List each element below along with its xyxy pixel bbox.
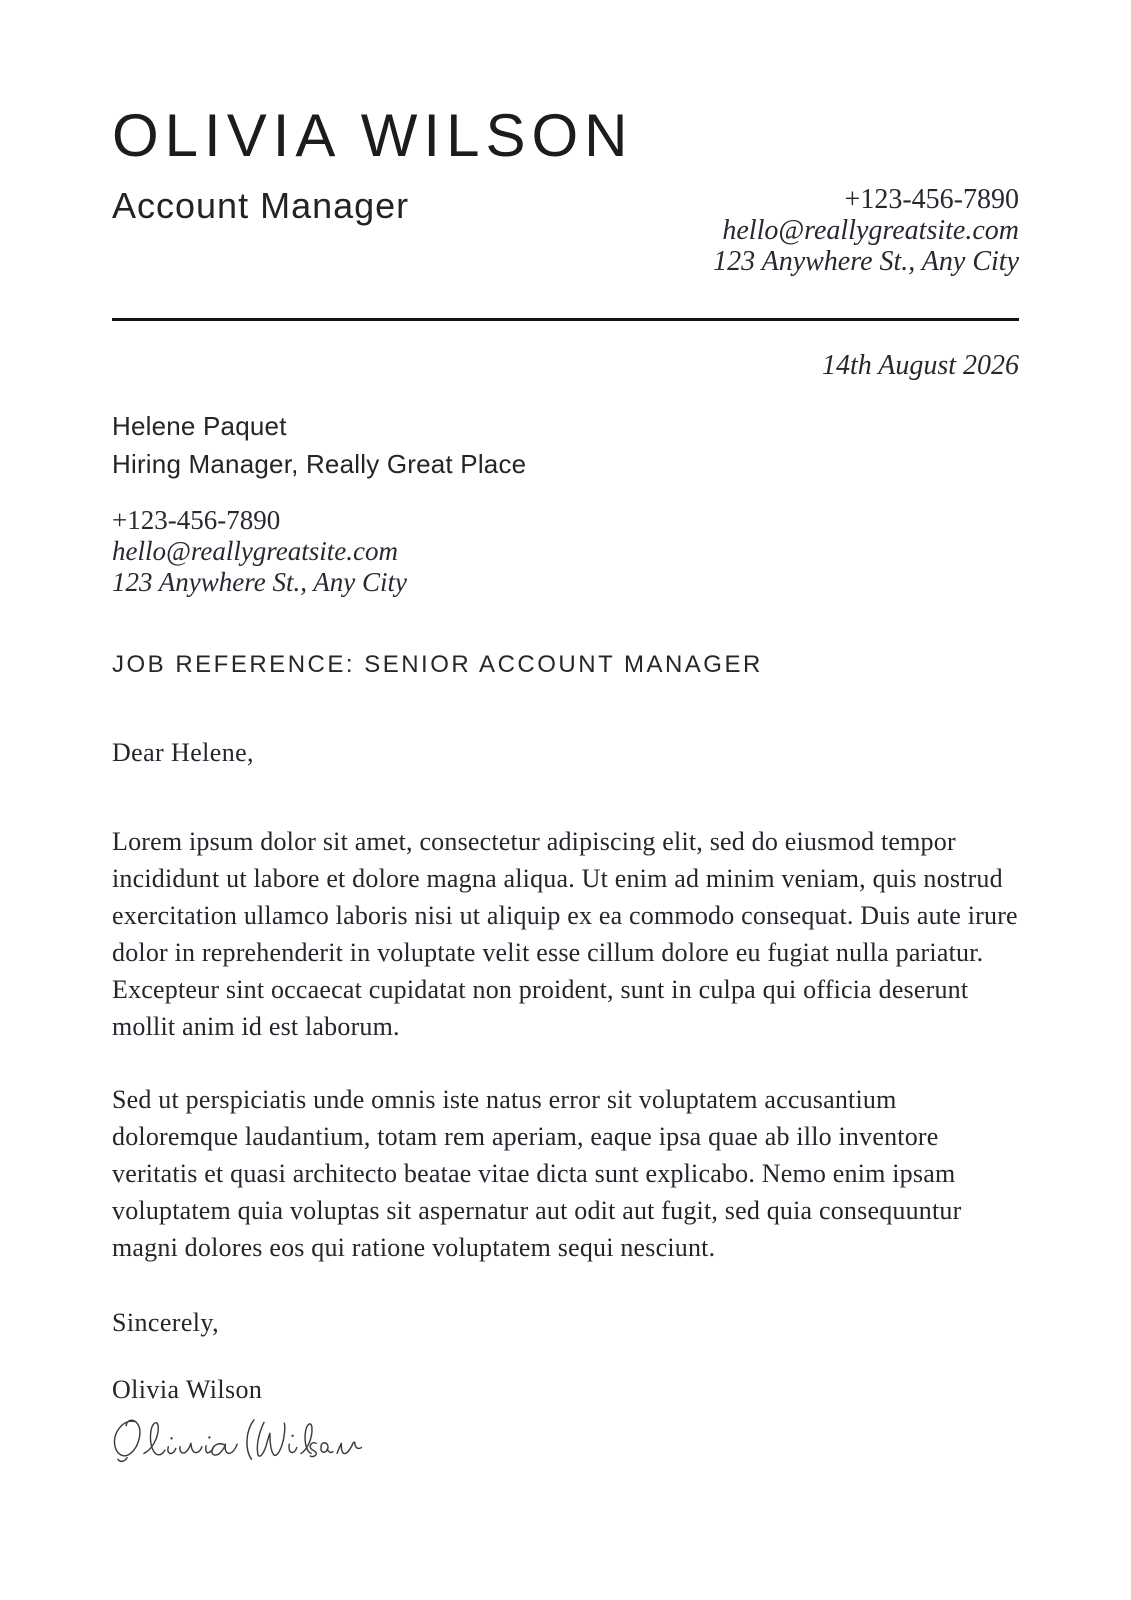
signature-svg (112, 1414, 364, 1466)
letter-header (112, 102, 1019, 277)
signer-name: Olivia Wilson (112, 1374, 263, 1404)
sender-address: 123 Anywhere St., Any City (713, 246, 1019, 277)
letter-date: 14th August 2026 (821, 349, 1019, 381)
salutation: Dear Helene, (112, 737, 254, 767)
body-paragraph-1: Lorem ipsum dolor sit amet, consectetur adipiscing elit, sed do eiusmod tempor incididunt ut labore et dolore magna aliqua. Ut enim ad minim veniam, quis nostrud exercitation ullamco laboris nisi ut aliquip ex ea commodo consequat. Duis aute irure dolor in reprehenderit in voluptate velit esse cillum dolore eu fugiat nulla pariatur. Excepteur sint occaecat cupidatat non proident, sunt in culpa qui officia deserunt mollit anim id est laborum. (112, 826, 1018, 1041)
recipient-role: Hiring Manager, Really Great Place (112, 448, 527, 479)
subject-line: JOB REFERENCE: SENIOR ACCOUNT MANAGER (112, 650, 763, 678)
recipient-phone: +123-456-7890 (112, 504, 281, 535)
signature-image (112, 1414, 364, 1466)
recipient-contact-block (112, 505, 1019, 598)
body-paragraph-2: Sed ut perspiciatis unde omnis iste natus error sit voluptatem accusantium doloremque laudantium, totam rem aperiam, eaque ipsa quae ab illo inventore veritatis et quasi architecto beatae vitae dicta sunt explicabo. Nemo enim ipsam voluptatem quia voluptas sit aspernatur aut odit aut fugit, sed quia consequuntur magni dolores eos qui ratione voluptatem sequi nesciunt. (112, 1084, 962, 1262)
sender-contact-block (713, 184, 1019, 277)
recipient-email: hello@reallygreatsite.com (112, 535, 399, 566)
sender-job-title: Account Manager (112, 185, 410, 226)
sender-email: hello@reallygreatsite.com (722, 215, 1019, 246)
recipient-name: Helene Paquet (112, 410, 287, 441)
header-divider (112, 318, 1019, 321)
recipient-address: 123 Anywhere St., Any City (112, 566, 407, 597)
sender-phone: +123-456-7890 (844, 184, 1019, 215)
valediction: Sincerely, (112, 1307, 219, 1337)
recipient-block (112, 407, 1019, 483)
sender-name: OLIVIA WILSON (112, 102, 634, 169)
